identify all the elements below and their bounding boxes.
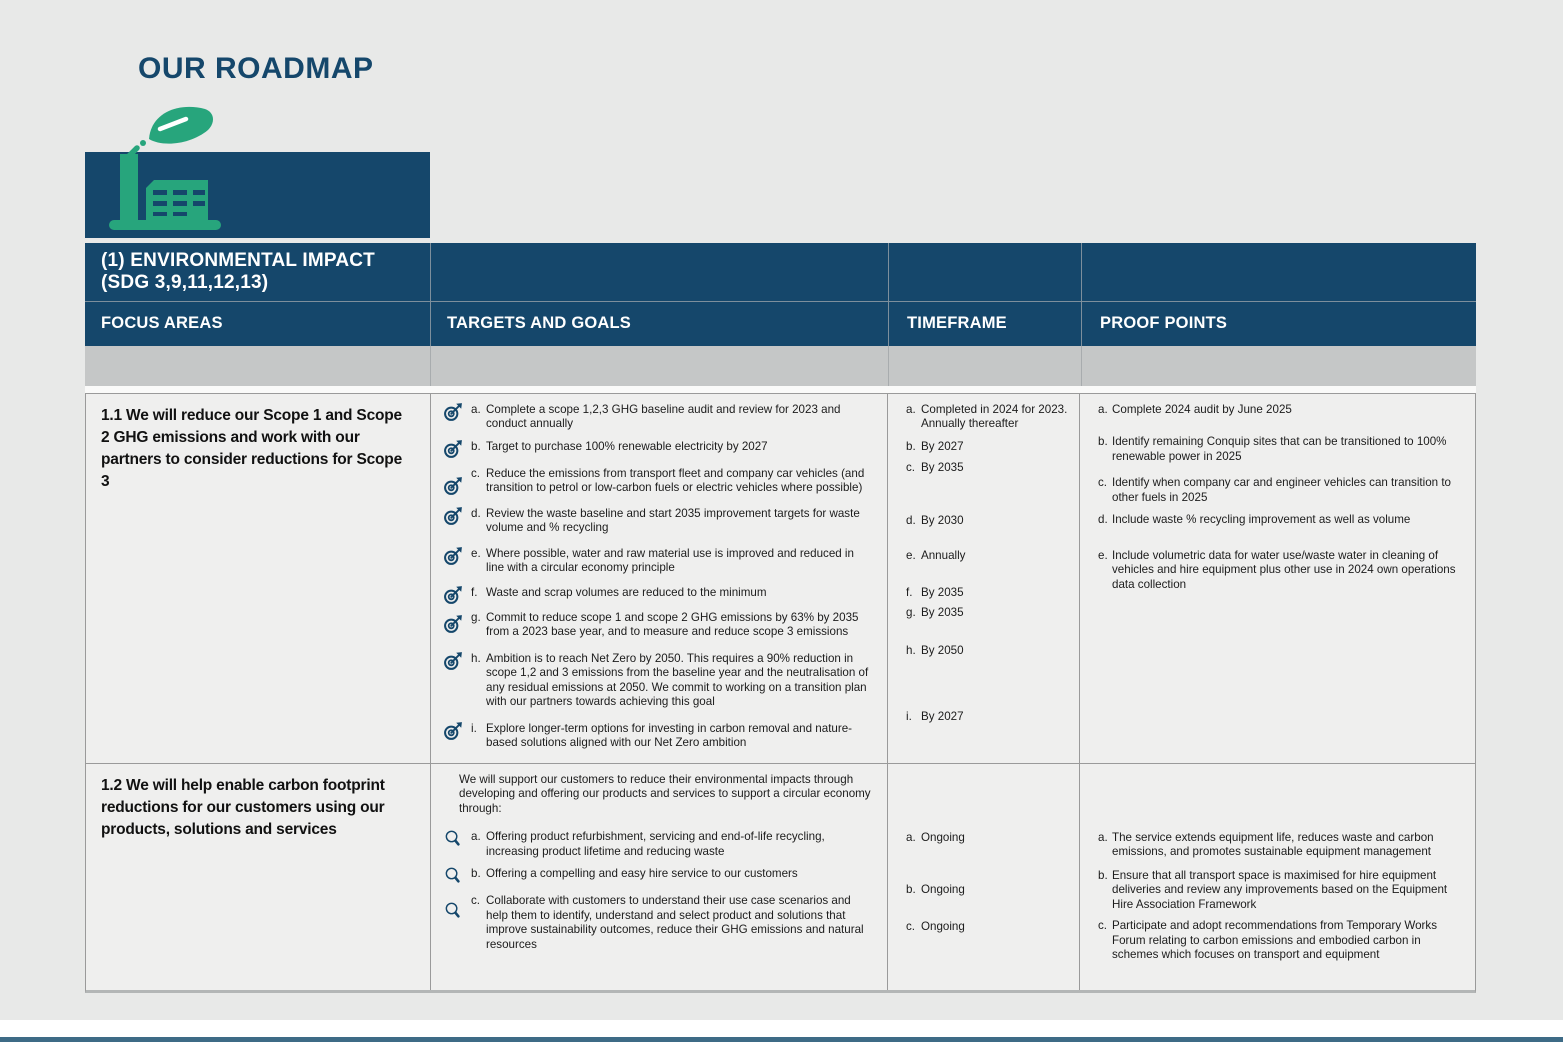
- magnifier-icon: [443, 866, 463, 886]
- target-item: [443, 611, 873, 640]
- item-text: Offering a compelling and easy hire service to our customers: [486, 867, 798, 881]
- item-label: f.: [471, 585, 478, 599]
- item-label: h.: [471, 651, 481, 665]
- item-label: e.: [1098, 548, 1108, 562]
- target-item: [443, 894, 873, 952]
- item-label: a.: [471, 402, 481, 416]
- spacer-row: [85, 346, 1476, 386]
- timeframe-item: [906, 514, 1071, 529]
- item-text: By 2035: [921, 606, 964, 620]
- item-text: Annually: [921, 549, 966, 563]
- proof-points-cell: [1080, 394, 1475, 763]
- item-text: Ongoing: [921, 883, 965, 897]
- banner-text: (1) ENVIRONMENTAL IMPACT (SDG 3,9,11,12,13): [101, 250, 375, 294]
- magnifier-icon: [443, 829, 463, 849]
- item-label: b.: [1098, 868, 1108, 882]
- item-label: b.: [906, 439, 916, 453]
- item-text: Ambition is to reach Net Zero by 2050. This requires a 90% reduction in scope 1,2 and 3 emissions from the baseline year and the neutralisation of any residual emissions at 2050. We commit to working on a transition plan with our partners towards achieving this goal: [486, 651, 869, 709]
- item-label: c.: [1098, 476, 1108, 490]
- item-text: Complete 2024 audit by June 2025: [1112, 402, 1292, 416]
- table-body: [85, 393, 1476, 993]
- target-item: [443, 547, 873, 576]
- item-label: e.: [906, 549, 916, 563]
- timeframe-item: [906, 440, 1071, 455]
- targets-cell: [431, 764, 887, 990]
- timeframe-item: [906, 710, 1071, 725]
- proof-item: [1098, 869, 1459, 913]
- table-row-1-2: [86, 764, 1475, 990]
- item-label: b.: [471, 867, 481, 881]
- item-label: b.: [1098, 435, 1108, 449]
- item-text: Explore longer-term options for investing in carbon removal and nature-based solutions aligned with our Net Zero ambition: [486, 721, 853, 750]
- column-header-timeframe: TIMEFRAME: [889, 302, 1081, 346]
- item-text: Ongoing: [921, 919, 965, 933]
- proof-points-cell: [1080, 764, 1475, 990]
- focus-cell: [86, 764, 430, 990]
- item-label: g.: [471, 610, 481, 624]
- item-text: Ongoing: [921, 830, 965, 844]
- item-text: By 2027: [921, 439, 964, 453]
- target-item: [443, 830, 873, 859]
- target-bullseye-icon: [443, 439, 463, 459]
- item-label: b.: [471, 439, 481, 453]
- proof-item: [1098, 549, 1459, 593]
- item-text: By 2035: [921, 585, 964, 599]
- item-text: Include waste % recycling improvement as well as volume: [1112, 513, 1411, 527]
- banner-cell-empty: [1082, 243, 1476, 301]
- target-bullseye-icon: [443, 651, 463, 671]
- item-text: Waste and scrap volumes are reduced to the minimum: [486, 585, 767, 599]
- proof-item: [1098, 831, 1459, 860]
- item-label: g.: [906, 606, 916, 620]
- target-bullseye-icon: [443, 402, 463, 422]
- proof-item: [1098, 435, 1459, 464]
- item-label: f.: [906, 585, 913, 599]
- timeframe-cell: [888, 764, 1079, 990]
- proof-item: [1098, 919, 1459, 963]
- focus-text: 1.2 We will help enable carbon footprint reductions for our customers using our products, solutions and services: [101, 776, 385, 838]
- footer-accent-bar: [0, 1037, 1563, 1042]
- timeframe-item: [906, 606, 1071, 621]
- roadmap-table: [85, 243, 1476, 993]
- table-row-1-1: [86, 394, 1475, 763]
- banner-cell-empty: [889, 243, 1081, 301]
- target-item: [443, 586, 873, 605]
- table-header: [85, 243, 1476, 346]
- item-text: Collaborate with customers to understand their use case scenarios and help them to identify, understand and select product and solutions that improve sustainability outcomes, reduce their GHG emissions and natural resources: [486, 894, 864, 951]
- item-text: Identify remaining Conquip sites that can be transitioned to 100% renewable power in 2025: [1112, 435, 1447, 463]
- target-bullseye-icon: [443, 721, 463, 741]
- target-bullseye-icon: [443, 614, 463, 634]
- footer-white-strip: [0, 1020, 1563, 1037]
- target-bullseye-icon: [443, 585, 463, 605]
- item-label: i.: [906, 710, 912, 724]
- column-header-row: [85, 302, 1476, 346]
- target-item: [443, 652, 873, 710]
- target-item: [443, 403, 873, 432]
- item-text: Completed in 2024 for 2023. Annually thereafter: [921, 402, 1068, 431]
- item-label: a.: [471, 830, 481, 844]
- item-text: Review the waste baseline and start 2035 improvement targets for waste volume and % recycling: [486, 506, 860, 535]
- item-label: c.: [471, 466, 481, 480]
- item-label: c.: [906, 461, 916, 475]
- target-bullseye-icon: [443, 506, 463, 526]
- column-header-targets-goals: TARGETS AND GOALS: [431, 302, 888, 346]
- banner-row: [85, 243, 1476, 301]
- timeframe-item: [906, 883, 1071, 898]
- item-text: By 2027: [921, 710, 964, 724]
- proof-item: [1098, 403, 1459, 418]
- timeframe-item: [906, 549, 1071, 564]
- timeframe-item: [906, 644, 1071, 659]
- item-text: The service extends equipment life, reduces waste and carbon emissions, and promotes sustainable equipment management: [1112, 830, 1434, 859]
- focus-cell: [86, 394, 430, 763]
- item-label: a.: [906, 830, 916, 844]
- timeframe-item: [906, 461, 1071, 476]
- targets-intro: We will support our customers to reduce their environmental impacts through developing and offering our products and services to support a circular economy through:: [459, 772, 871, 815]
- banner-cell: [85, 243, 430, 301]
- target-bullseye-icon: [443, 546, 463, 566]
- item-label: a.: [1098, 830, 1108, 844]
- item-text: Commit to reduce scope 1 and scope 2 GHG emissions by 63% by 2035 from a 2023 base year, and to measure and reduce scope 3 emissions: [486, 610, 859, 639]
- item-label: a.: [1098, 402, 1108, 416]
- item-label: d.: [471, 506, 481, 520]
- item-text: Participate and adopt recommendations from Temporary Works Forum relating to carbon emissions and embodied carbon in schemes which focuses on transport and equipment: [1112, 919, 1437, 962]
- item-label: d.: [906, 513, 916, 527]
- focus-text: 1.1 We will reduce our Scope 1 and Scope 2 GHG emissions and work with our partners to consider reductions for Scope 3: [101, 406, 402, 490]
- item-text: Target to purchase 100% renewable electricity by 2027: [486, 439, 768, 453]
- item-text: Ensure that all transport space is maximised for hire equipment deliveries and review any improvements based on the Equipment Hire Association Framework: [1112, 868, 1448, 911]
- item-label: i.: [471, 721, 477, 735]
- timeframe-item: [906, 586, 1071, 601]
- item-text: Include volumetric data for water use/waste water in cleaning of vehicles and hire equipment plus other use in 2024 own operations data collection: [1112, 548, 1456, 591]
- target-item: [443, 440, 873, 459]
- item-label: a.: [906, 402, 916, 416]
- item-text: Reduce the emissions from transport fleet and company car vehicles (and transition to petrol or low-carbon fuels or electric vehicles where possible): [486, 466, 865, 495]
- item-text: Identify when company car and engineer vehicles can transition to other fuels in 2025: [1112, 476, 1451, 504]
- factory-leaf-icon: [92, 100, 232, 240]
- item-text: Complete a scope 1,2,3 GHG baseline audit and review for 2023 and conduct annually: [486, 402, 841, 431]
- target-item: [443, 722, 873, 751]
- item-label: e.: [471, 546, 481, 560]
- targets-cell: [431, 394, 887, 763]
- timeframe-item: [906, 403, 1071, 432]
- proof-item: [1098, 513, 1459, 528]
- item-text: By 2030: [921, 513, 964, 527]
- target-item: [443, 867, 873, 886]
- item-text: By 2050: [921, 643, 964, 657]
- item-label: h.: [906, 643, 916, 657]
- proof-item: [1098, 476, 1459, 505]
- column-header-focus-areas: FOCUS AREAS: [85, 302, 430, 346]
- timeframe-item: [906, 831, 1071, 846]
- item-label: c.: [1098, 919, 1108, 933]
- target-item: [443, 467, 873, 496]
- item-text: Where possible, water and raw material use is improved and reduced in line with a circular economy principle: [486, 546, 854, 575]
- item-label: c.: [906, 919, 916, 933]
- item-label: c.: [471, 894, 481, 908]
- timeframe-item: [906, 920, 1071, 935]
- banner-cell-empty: [431, 243, 888, 301]
- item-label: b.: [906, 883, 916, 897]
- target-item: [443, 507, 873, 536]
- item-text: By 2035: [921, 461, 964, 475]
- magnifier-icon: [443, 901, 463, 921]
- table-gap: [85, 386, 1476, 393]
- item-text: Offering product refurbishment, servicing and end-of-life recycling, increasing product lifetime and reducing waste: [486, 830, 825, 858]
- item-label: d.: [1098, 513, 1108, 527]
- target-bullseye-icon: [443, 476, 463, 496]
- column-header-proof-points: PROOF POINTS: [1082, 302, 1476, 346]
- timeframe-cell: [888, 394, 1079, 763]
- page-title: OUR ROADMAP: [138, 52, 374, 85]
